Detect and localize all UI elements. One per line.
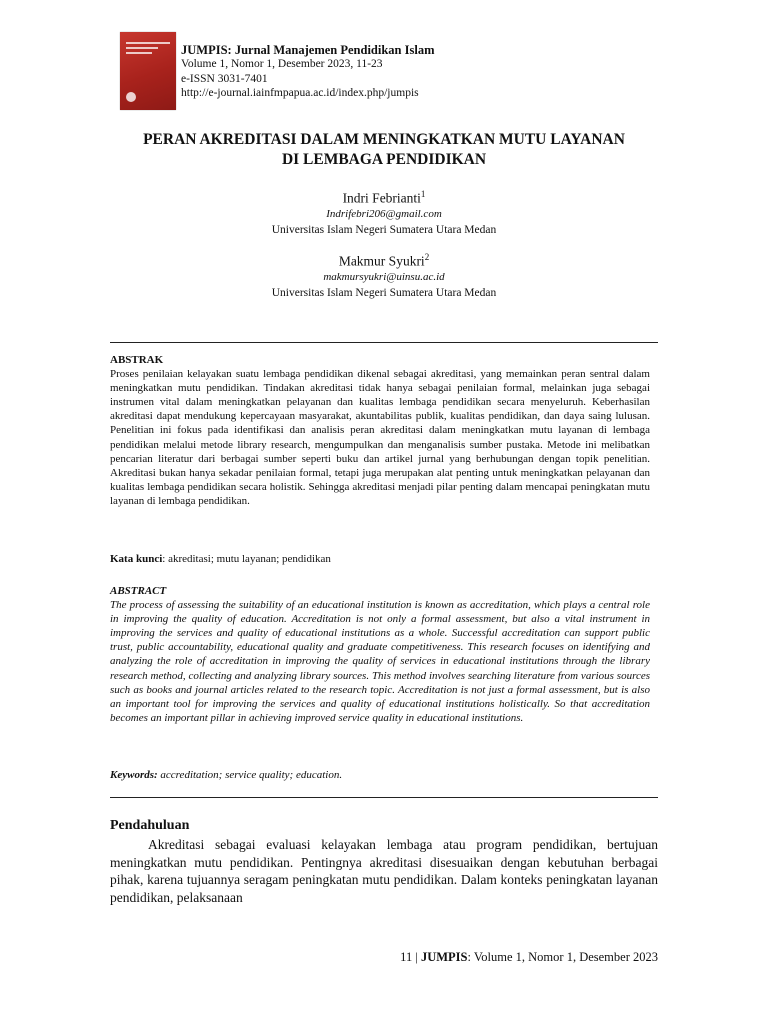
paper-title: PERAN AKREDITASI DALAM MENINGKATKAN MUTU LAYANAN DI LEMBAGA PENDIDIKAN	[143, 131, 625, 168]
kata-kunci-label: Kata kunci	[110, 553, 163, 565]
author-email[interactable]: Indrifebri206@gmail.com	[326, 207, 442, 220]
journal-volume: Volume 1, Nomor 1, Desember 2023, 11-23	[181, 58, 383, 71]
abstrak-text: Proses penilaian kelayakan suatu lembaga pendidikan dikenal sebagai akreditasi, yang memainkan peran sentral dalam meningkatkan mutu pendidikan. Tindakan akreditasi tidak hanya sebagai penilaian formal, melainkan juga sebagai instrumen vital dalam meningkatkan pelayanan dan kualitas lembaga pendidikan secara menyeluruh. Keberhasilan akreditasi dapat mendukung kepercayaan masyarakat, akuntabilitas publik, kualitas pendidikan, dan daya saing lulusan. Penelitian ini fokus pada identifikasi dan analisis peran akreditasi dalam meningkatkan mutu layanan di lembaga pendidikan melalui metode library research, mengumpulkan dan menganalisis sumber pustaka. Metode ini melibatkan pencarian literatur dari berbagai sumber seperti buku dan artikel jurnal yang berhubungan dengan topik penelitian. Akreditasi bukan hanya sekadar penilaian formal, tetapi juga merupakan alat penting untuk meningkatkan pelayanan dan kualitas lembaga pendidikan secara holistik. Sehingga akreditasi menjadi pilar penting dalam mencapai peningkatan mutu layanan di lembaga pendidikan.	[110, 368, 650, 507]
author-block-1	[110, 186, 658, 238]
footer-journal: JUMPIS	[420, 950, 468, 964]
keywords-values: accreditation; service quality; education.	[157, 769, 343, 781]
abstract-section	[110, 584, 650, 725]
journal-cover-thumbnail	[120, 32, 176, 110]
divider-bottom	[110, 797, 658, 798]
footer-issue: : Volume 1, Nomor 1, Desember 2023	[467, 950, 658, 964]
journal-name: JUMPIS: Jurnal Manajemen Pendidikan Islam	[181, 43, 435, 57]
author-email[interactable]: makmursyukri@uinsu.ac.id	[323, 270, 445, 283]
author-superscript: 1	[420, 189, 426, 199]
journal-info	[181, 43, 435, 100]
footer-page-number: 11 |	[400, 950, 421, 964]
kata-kunci-values: : akreditasi; mutu layanan; pendidikan	[162, 553, 331, 565]
author-name: Indri Febrianti	[342, 190, 421, 206]
page-footer	[400, 950, 658, 965]
author-superscript: 2	[424, 252, 430, 262]
kata-kunci	[110, 553, 650, 565]
journal-url[interactable]: http://e-journal.iainfmpapua.ac.id/index.php/jumpis	[181, 86, 419, 99]
section-body-text: Akreditasi sebagai evaluasi kelayakan lembaga atau program pendidikan, bertujuan meningkatkan mutu pendidikan. Pentingnya akreditasi disesuaikan dengan kebutuhan berbagai pihak, karena tujuannya seragam peningkatan mutu pendidikan. Dalam konteks peningkatan layanan pendidikan, pelaksanaan	[110, 837, 658, 905]
keywords-label: Keywords:	[110, 769, 158, 781]
abstrak-section	[110, 353, 650, 508]
author-block-2	[110, 249, 658, 301]
divider-top	[110, 342, 658, 343]
author-affiliation: Universitas Islam Negeri Sumatera Utara Medan	[271, 223, 497, 236]
abstract-heading: ABSTRACT	[110, 585, 167, 597]
abstract-text: The process of assessing the suitability of an educational institution is known as accreditation, which plays a central role in improving the quality of education. Accreditation is not only a formal assessment, but also a vital instrument in improving the services and quality of educational institutions as a whole. Successful accreditation can support public trust, public accountability, educational quality and graduate competitiveness. This research focuses on identifying and analyzing the role of accreditation in improving the quality of services in educational institutions through the library research method, collecting and analyzing library sources. This method involves searching literature from various sources such as books and journal articles related to the research topic. Accreditation is not just a formal assessment, but is also an important tool for improving the services and quality of educational institutions holistically. So that accreditation becomes an important pillar in achieving improved service quality in educational institutions.	[110, 599, 650, 724]
keywords	[110, 769, 650, 781]
section-heading: Pendahuluan	[110, 818, 190, 833]
author-name: Makmur Syukri	[338, 253, 425, 269]
abstrak-heading: ABSTRAK	[110, 354, 164, 366]
author-affiliation: Universitas Islam Negeri Sumatera Utara Medan	[271, 286, 497, 299]
cover-logo-icon	[126, 92, 136, 102]
journal-issn: e-ISSN 3031-7401	[181, 72, 268, 85]
